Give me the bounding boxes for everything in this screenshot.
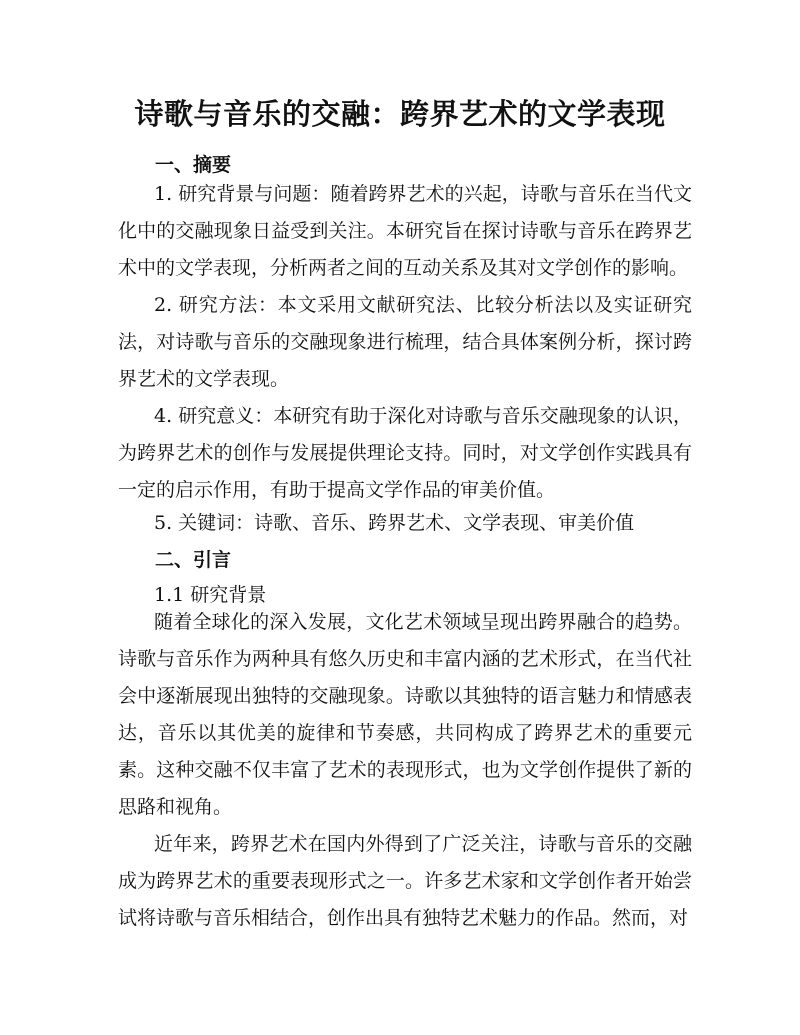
abstract-heading: 一、摘要 — [155, 154, 232, 176]
abstract-item-significance: 4. 研究意义：本研究有助于深化对诗歌与音乐交融现象的认识，为跨界艺术的创作与发展提供理论支持。同时，对文学创作实践具有一定的启示作用，有助于提高文学作品的审美价值。 — [118, 405, 692, 501]
introduction-paragraph: 近年来，跨界艺术在国内外得到了广泛关注，诗歌与音乐的交融成为跨界艺术的重要表现形式之一。许多艺术家和文学创作者开始尝试将诗歌与音乐相结合，创作出具有独特艺术魅力的作品。然而，对 — [118, 833, 692, 929]
abstract-item-method: 2. 研究方法：本文采用文献研究法、比较分析法以及实证研究法，对诗歌与音乐的交融现象进行梳理，结合具体案例分析，探讨跨界艺术的文学表现。 — [118, 294, 692, 390]
abstract-item-background: 1. 研究背景与问题：随着跨界艺术的兴起，诗歌与音乐在当代文化中的交融现象日益受到关注。本研究旨在探讨诗歌与音乐在跨界艺术中的文学表现，分析两者之间的互动关系及其对文学创作的影响。 — [118, 183, 692, 279]
document-title: 诗歌与音乐的交融：跨界艺术的文学表现 — [134, 97, 666, 131]
introduction-subheading: 1.1 研究背景 — [154, 584, 267, 606]
introduction-heading: 二、引言 — [155, 549, 232, 571]
abstract-item-keywords: 5. 关键词：诗歌、音乐、跨界艺术、文学表现、审美价值 — [154, 512, 635, 534]
introduction-paragraph: 随着全球化的深入发展，文化艺术领域呈现出跨界融合的趋势。诗歌与音乐作为两种具有悠久历史和丰富内涵的艺术形式，在当代社会中逐渐展现出独特的交融现象。诗歌以其独特的语言魅力和情感表达，音乐以其优美的旋律和节奏感，共同构成了跨界艺术的重要元素。这种交融不仅丰富了艺术的表现形式，也为文学创作提供了新的思路和视角。 — [118, 611, 692, 818]
